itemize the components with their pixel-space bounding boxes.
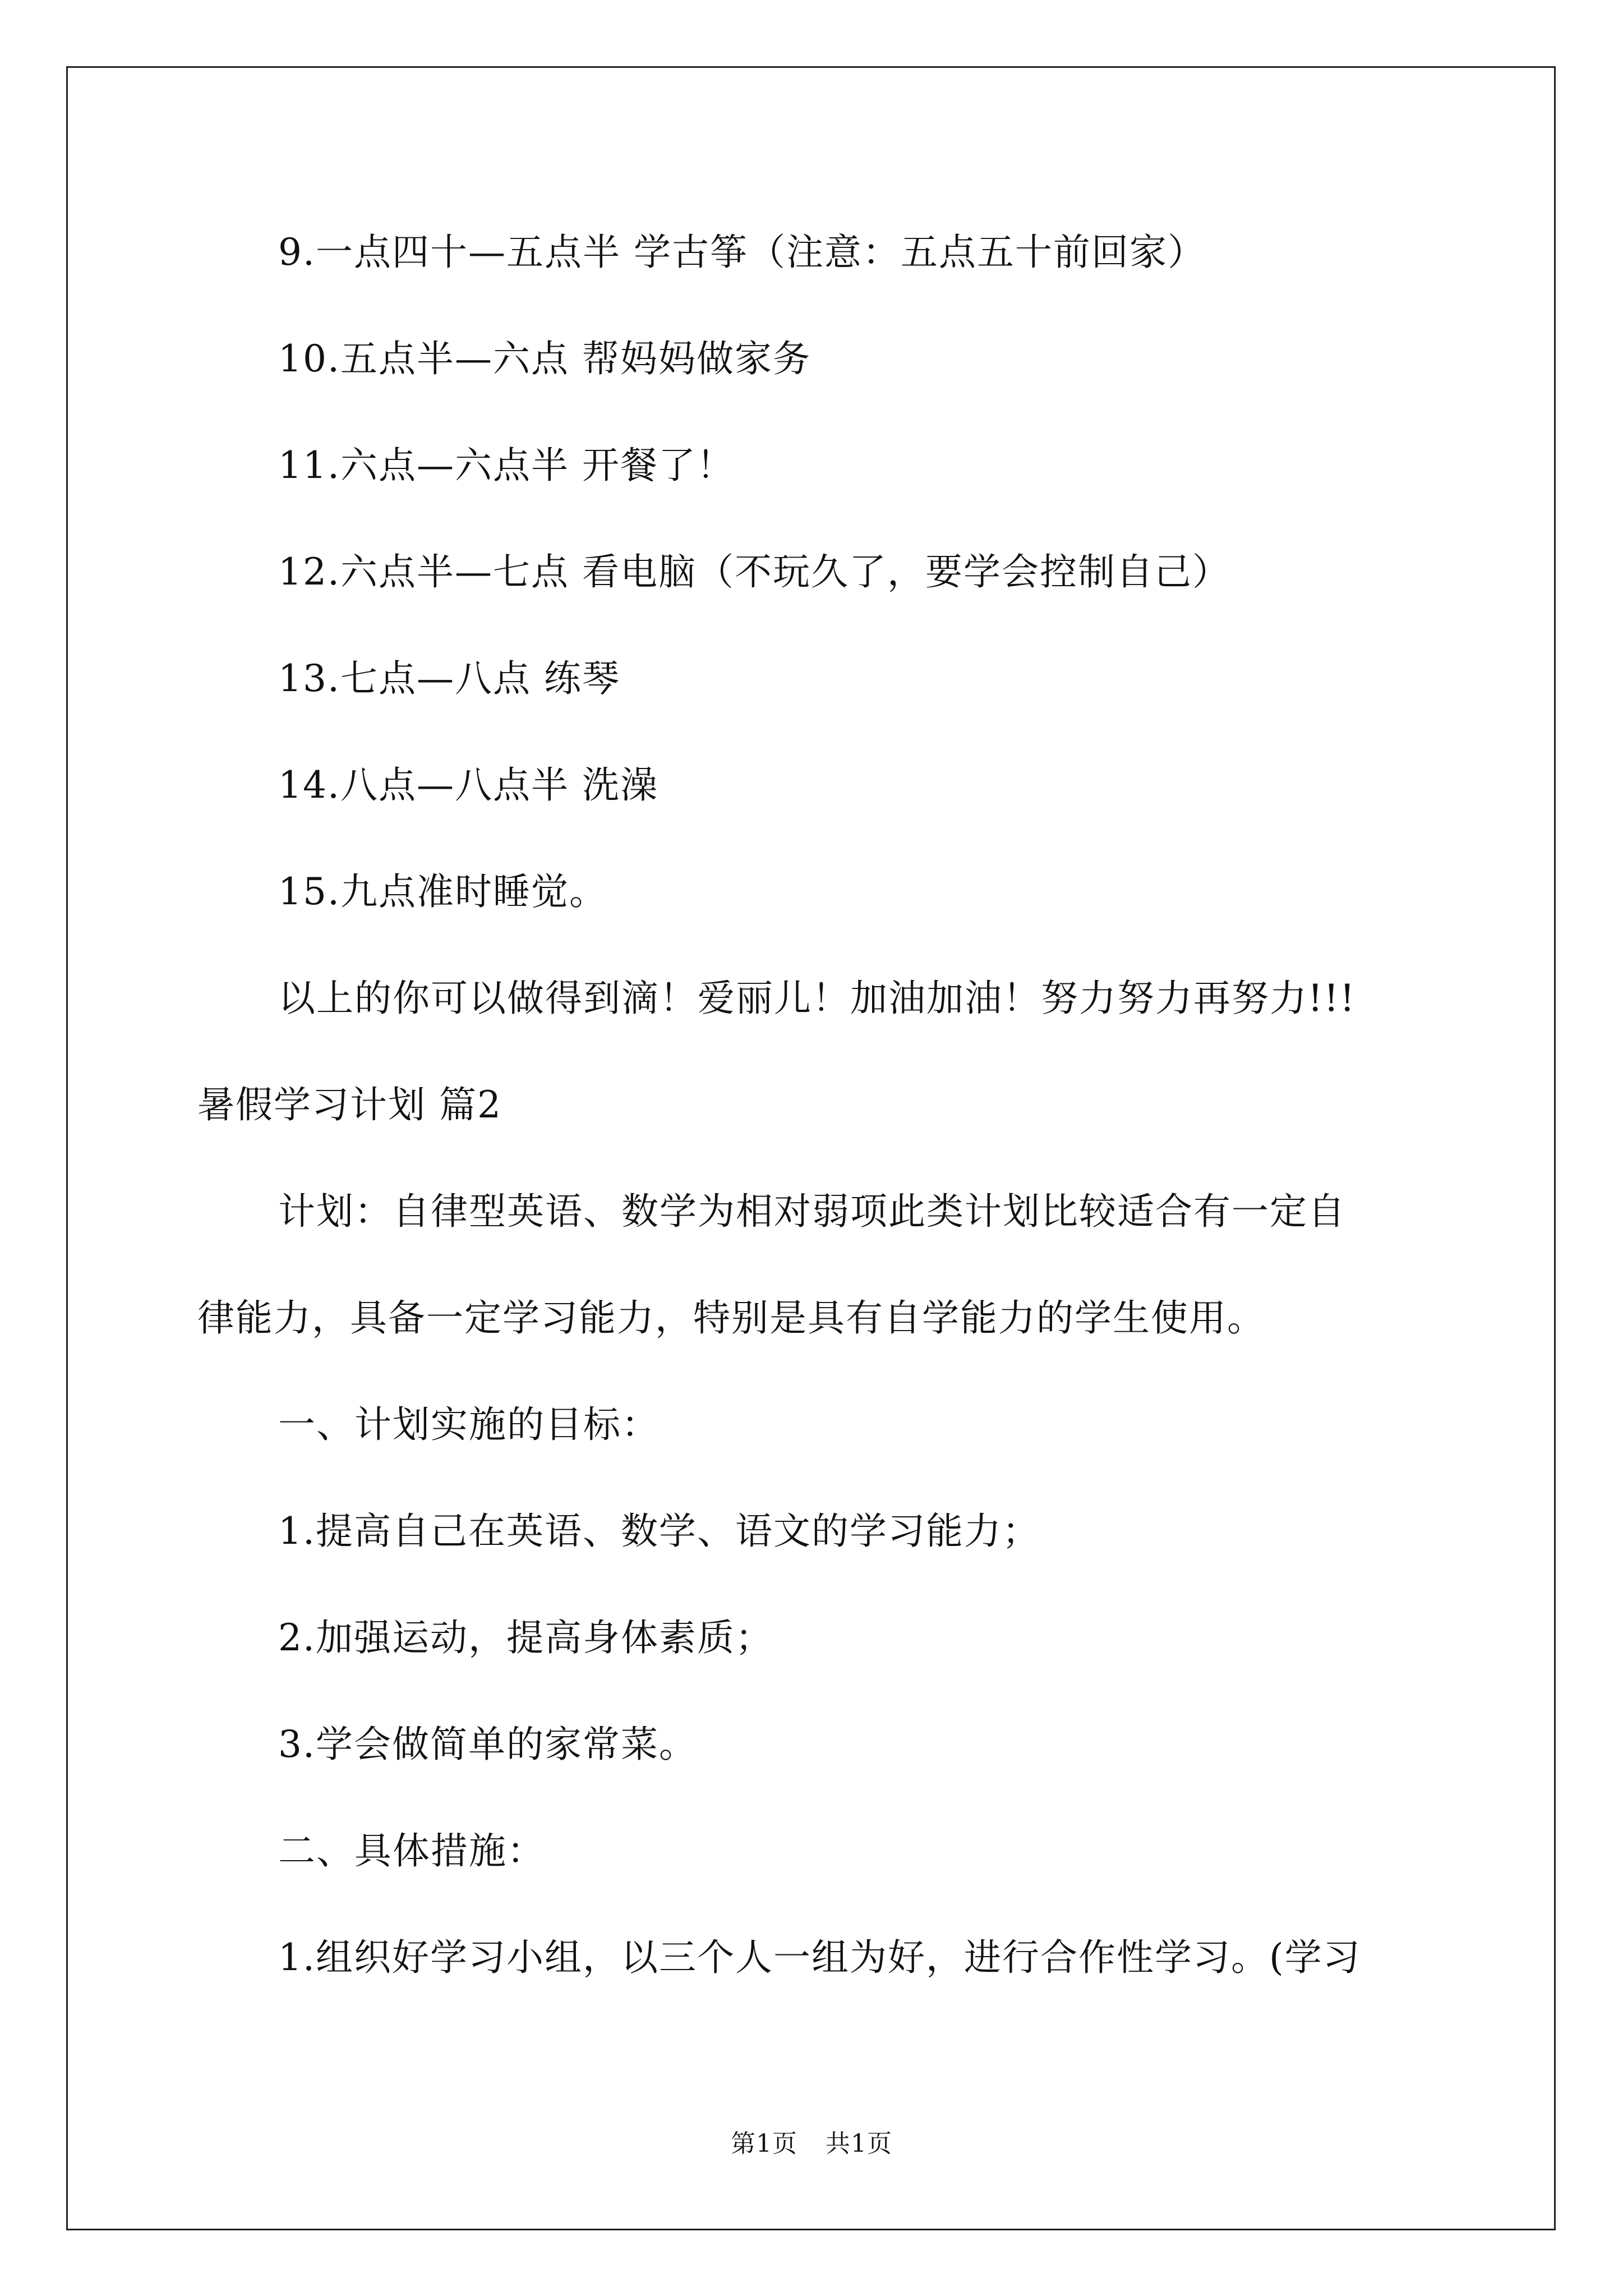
section-heading: 暑假学习计划 篇2 — [197, 1083, 502, 1126]
plan-paragraph-line-2: 律能力，具备一定学习能力，特别是具有自学能力的学生使用。 — [197, 1296, 1265, 1340]
schedule-item-14: 14.八点—八点半 洗澡 — [278, 763, 658, 807]
page-footer — [0, 2127, 1623, 2161]
plan-paragraph-line-1: 计划：自律型英语、数学为相对弱项此类计划比较适合有一定自 — [278, 1190, 1346, 1233]
schedule-item-10: 10.五点半—六点 帮妈妈做家务 — [278, 337, 811, 380]
encouragement-paragraph: 以上的你可以做得到滴！爱丽儿！加油加油！努力努力再努力!!! — [278, 977, 1356, 1020]
page-number-total: 共1页 — [826, 2129, 892, 2158]
schedule-item-13: 13.七点—八点 练琴 — [278, 657, 620, 700]
goal-item-1: 1.提高自己在英语、数学、语文的学习能力； — [278, 1510, 1040, 1553]
measure-item-1: 1.组织好学习小组，以三个人一组为好，进行合作性学习。(学习 — [278, 1936, 1361, 1979]
schedule-item-9: 9.一点四十—五点半 学古筝（注意：五点五十前回家） — [278, 231, 1206, 274]
measures-heading: 二、具体措施： — [278, 1829, 545, 1872]
schedule-item-15: 15.九点准时睡觉。 — [278, 870, 607, 913]
page-number-current: 第1页 — [731, 2129, 797, 2158]
goal-item-2: 2.加强运动，提高身体素质； — [278, 1616, 773, 1659]
page-border — [66, 66, 1556, 2230]
goal-item-3: 3.学会做简单的家常菜。 — [278, 1723, 697, 1766]
schedule-item-12: 12.六点半—七点 看电脑（不玩久了，要学会控制自己） — [278, 550, 1230, 593]
schedule-item-11: 11.六点—六点半 开餐了！ — [278, 444, 735, 487]
goals-heading: 一、计划实施的目标： — [278, 1403, 660, 1446]
